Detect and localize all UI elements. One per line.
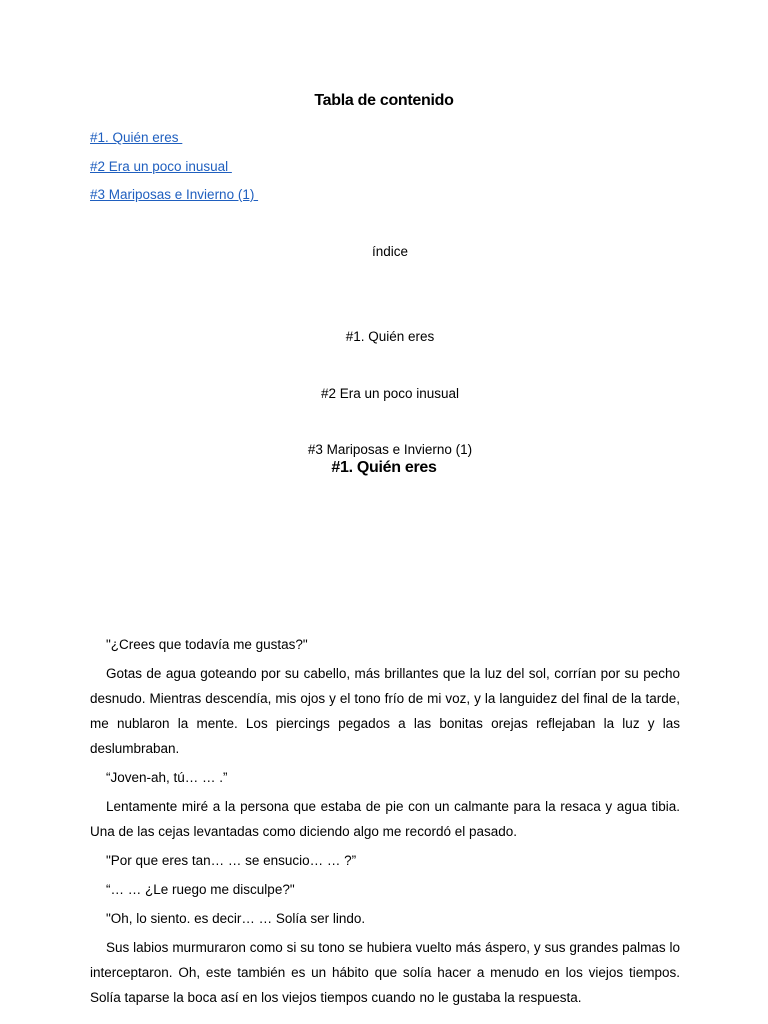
paragraph: "Por que eres tan… … se ensucio… … ?” [106, 853, 357, 868]
paragraph: "Oh, lo siento. es decir… … Solía ser lindo. [106, 911, 366, 926]
paragraph: Gotas de agua goteando por su cabello, más brillantes que la luz del sol, corrían por su pecho desnudo. Mientras descendía, mis ojos y el tono frío de mi voz, y la languidez del final de la tarde, me nublaron la mente. Los piercings pegados a las bonitas orejas reflejaban la luz y las deslumbraban. [90, 666, 680, 756]
chapter-title: #1. Quién eres [331, 459, 437, 476]
index-entry: #2 Era un poco inusual [320, 386, 460, 401]
paragraph: "¿Crees que todavía me gustas?" [106, 637, 308, 652]
index-entry: #1. Quién eres [345, 329, 435, 344]
index-entry: #3 Mariposas e Invierno (1) [307, 442, 473, 457]
paragraph: “Joven-ah, tú… … .” [106, 770, 228, 785]
paragraph: “… … ¿Le ruego me disculpe?" [106, 882, 295, 897]
toc-link-quien-eres[interactable]: #1. Quién eres [90, 130, 183, 145]
toc-link-mariposas-e-invierno[interactable]: #3 Mariposas e Invierno (1) [90, 187, 259, 202]
paragraph: Lentamente miré a la persona que estaba de pie con un calmante para la resaca y agua tibia. Una de las cejas levantadas como diciendo algo me recordó el pasado. [90, 799, 680, 839]
index-title: índice [371, 244, 409, 259]
toc-link-era-un-poco-inusual[interactable]: #2 Era un poco inusual [90, 159, 232, 174]
chapter-body [90, 632, 680, 1014]
paragraph: Sus labios murmuraron como si su tono se hubiera vuelto más áspero, y sus grandes palmas lo interceptaron. Oh, este también es un hábito que solía hacer a menudo en los viejos tiempos. Solía taparse la boca así en los viejos tiempos cuando no le gustaba la respuesta. [90, 940, 680, 1005]
toc-heading: Tabla de contenido [314, 92, 454, 109]
